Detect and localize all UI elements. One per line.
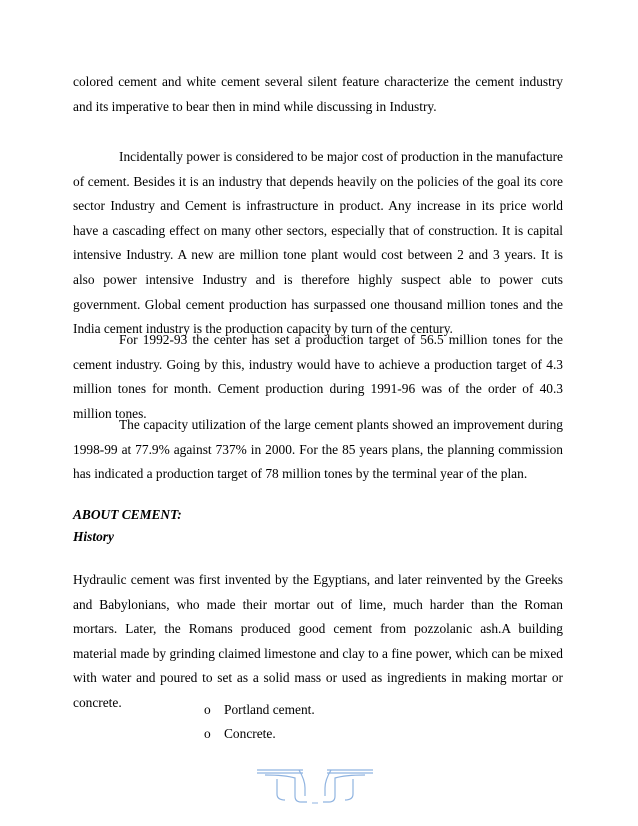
heading-history: History (73, 529, 114, 544)
list-item (204, 700, 315, 720)
paragraph-history: Hydraulic cement was first invented by the Egyptians, and later reinvented by the Greeks and Babylonians, who made their mortar out of lime, much harder than the Roman mortars. Later, the Romans produced good cement from pozzolanic ash.A building material made by grinding claimed limestone and clay to a fine power, which can be mixed with water and poured to set as a solid mass or used as ingredients in making mortar or concrete. (73, 572, 563, 710)
footer-ornament-icon (255, 766, 375, 806)
list-item (204, 724, 276, 744)
paragraph-production-target: For 1992-93 the center has set a production target of 56.5 million tones for the cement industry. Going by this, industry would have to achieve a production target of 4.3 million tones for month. Cement production during 1991-96 was of the order of 40.3 million tones. (73, 332, 563, 421)
bullet-marker: o (204, 726, 211, 741)
list-item-text: Portland cement. (224, 702, 315, 717)
list-item-text: Concrete. (224, 726, 276, 741)
heading-about-cement: ABOUT CEMENT: (73, 507, 182, 522)
paragraph-power-cost: Incidentally power is considered to be major cost of production in the manufacture of cement. Besides it is an industry that depends heavily on the policies of the goal its core sector Industry and Cement is infrastructure in product. Any increase in its price world have a cascading effect on many other sectors, especially that of construction. It is capital intensive Industry. A new are million tone plant would cost between 2 and 3 years. It is also power intensive Industry and is therefore highly suspect able to power cuts government. Global cement production has surpassed one thousand million tones and the India cement industry is the production capacity by turn of the century. (73, 149, 563, 337)
paragraph-intro-continued: colored cement and white cement several silent feature characterize the cement industry and its imperative to bear then in mind while discussing in Industry. (73, 74, 563, 114)
paragraph-capacity-utilization: The capacity utilization of the large cement plants showed an improvement during 1998-99 at 77.9% against 737% in 2000. For the 85 years plans, the planning commission has indicated a production target of 78 million tones by the terminal year of the plan. (73, 417, 563, 482)
bullet-marker: o (204, 702, 211, 717)
